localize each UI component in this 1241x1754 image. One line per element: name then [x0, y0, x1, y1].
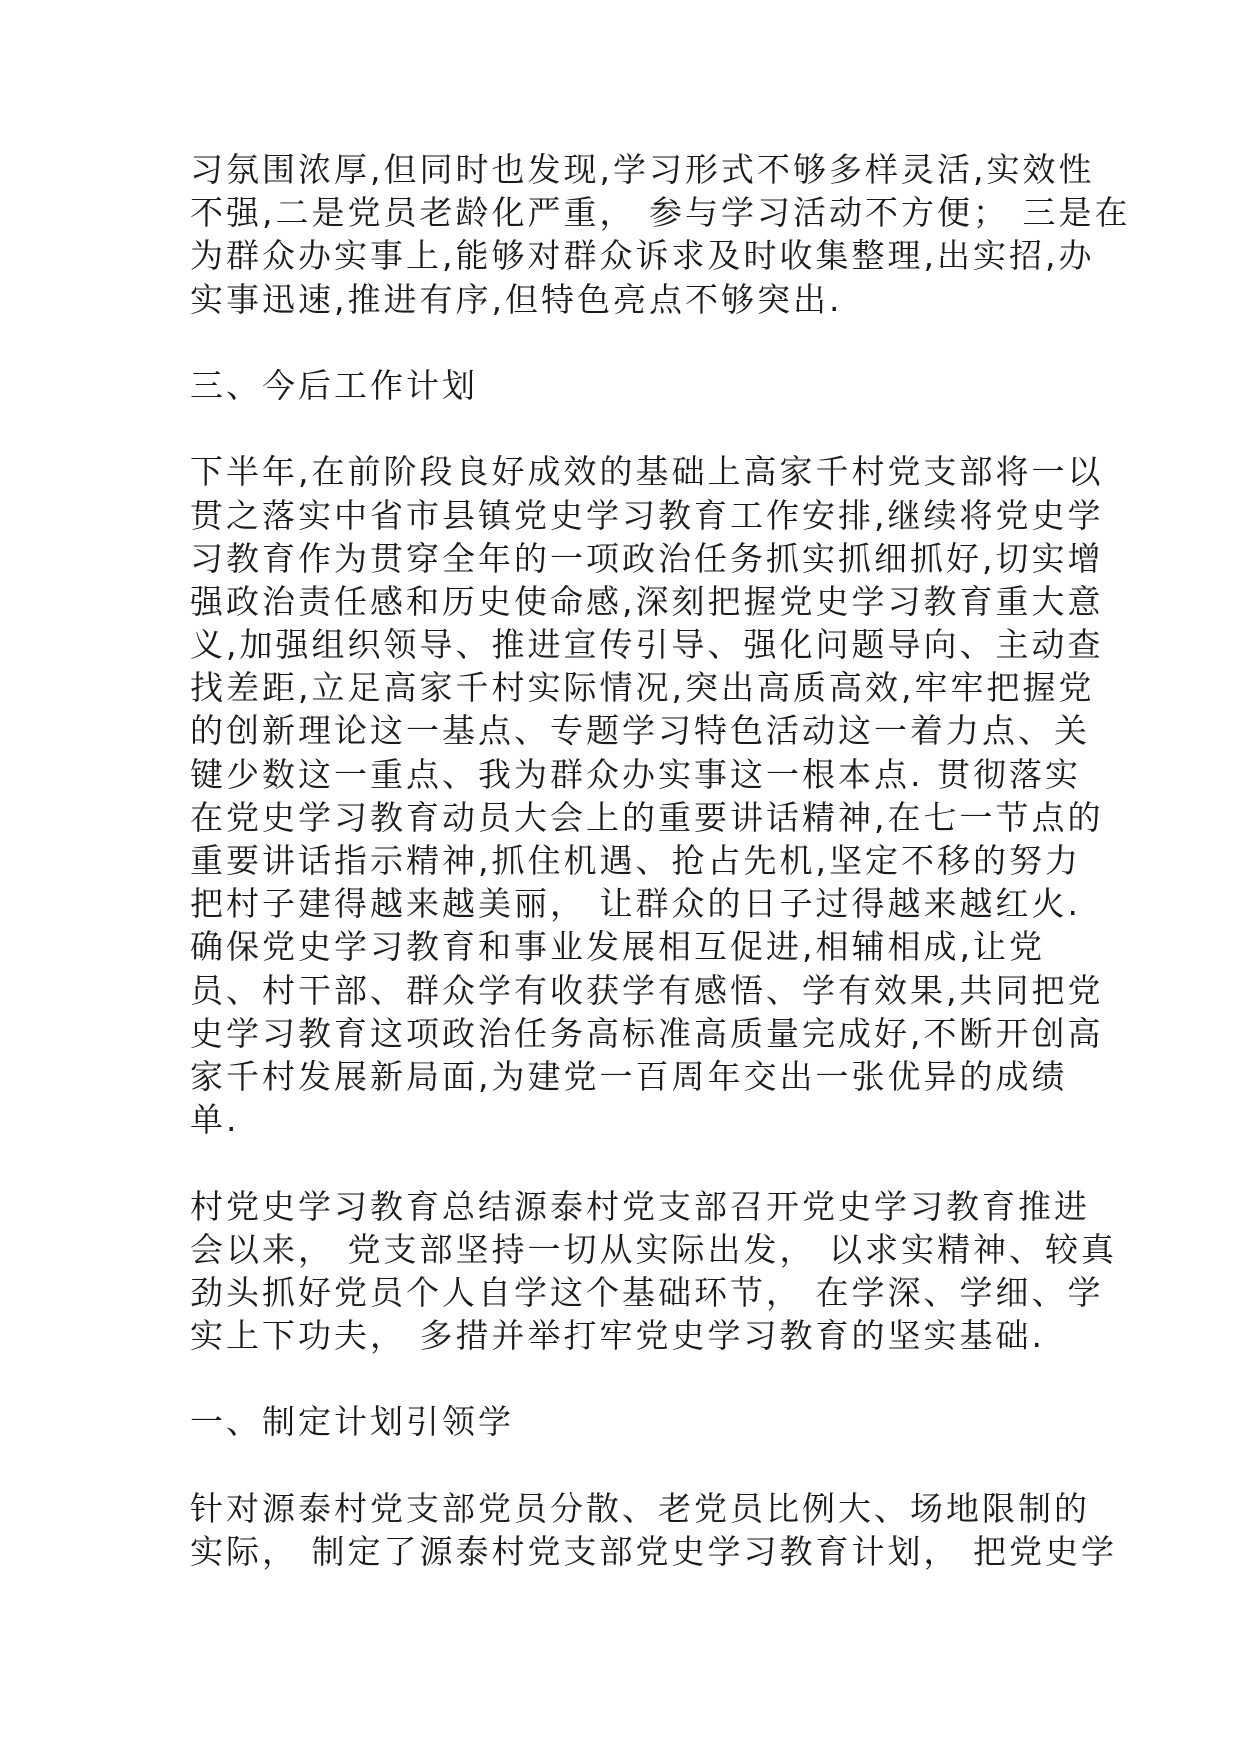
text-line: 家千村发展新局面,为建党一百周年交出一张优异的成绩 [190, 1056, 1068, 1096]
text-line: 实上下功夫， 多措并举打牢党史学习教育的坚实基础. [190, 1316, 1045, 1356]
text-line: 习教育作为贯穿全年的一项政治任务抓实抓细抓好,切实增 [190, 538, 1104, 578]
text-line: 下半年,在前阶段良好成效的基础上高家千村党支部将一以 [190, 452, 1104, 492]
paragraph-spacer [190, 1141, 1070, 1184]
document-body [190, 148, 1131, 1573]
heading-text: 一、制定计划引领学 [190, 1402, 514, 1442]
text-line: 义,加强组织领导、推进宣传引导、强化问题导向、主动查 [190, 625, 1104, 665]
text-line: 针对源泰村党支部党员分散、老党员比例大、场地限制的 [190, 1488, 1090, 1528]
paragraph-spacer [190, 1444, 1070, 1487]
paragraph-plan-details [190, 1487, 1117, 1573]
text-line: 实事迅速,推进有序,但特色亮点不够突出. [190, 279, 843, 319]
paragraph-spacer [190, 407, 1070, 450]
text-line: 强政治责任感和历史使命感,深刻把握党史学习教育重大意 [190, 581, 1104, 621]
heading-text: 三、今后工作计划 [190, 365, 478, 405]
text-line: 员、村干部、群众学有收获学有感悟、学有效果,共同把党 [190, 970, 1104, 1010]
text-line: 为群众办实事上,能够对群众诉求及时收集整理,出实招,办 [190, 236, 1095, 276]
text-line: 习氛围浓厚,但同时也发现,学习形式不够多样灵活,实效性 [190, 150, 1095, 189]
paragraph-spacer [190, 1357, 1070, 1400]
paragraph-spacer [190, 321, 1070, 364]
paragraph-second-half-plan [190, 450, 1104, 1141]
text-line: 劲头抓好党员个人自学这个基础环节， 在学深、学细、学 [190, 1272, 1104, 1312]
text-line: 贯之落实中省市县镇党史学习教育工作安排,继续将党史学 [190, 495, 1104, 535]
text-line: 把村子建得越来越美丽， 让群众的日子过得越来越红火. [190, 884, 1081, 924]
text-line: 确保党史学习教育和事业发展相互促进,相辅相成,让党 [190, 927, 1045, 967]
text-line: 不强,二是党员老龄化严重， 参与学习活动不方便； 三是在 [190, 193, 1131, 233]
section-heading-future-plan [190, 364, 1070, 407]
text-line: 实际， 制定了源泰村党支部党史学习教育计划， 把党史学 [190, 1532, 1117, 1571]
text-line: 的创新理论这一基点、专题学习特色活动这一着力点、关 [190, 711, 1090, 751]
text-line: 键少数这一重点、我为群众办实事这一根本点. 贯彻落实 [190, 754, 1081, 794]
section-heading-plan-guidance [190, 1400, 1070, 1443]
text-line: 会以来， 党支部坚持一切从实际出发， 以求实精神、较真 [190, 1229, 1117, 1269]
text-line: 村党史学习教育总结源泰村党支部召开党史学习教育推进 [190, 1186, 1090, 1226]
paragraph-village-summary [190, 1185, 1117, 1358]
text-line: 在党史学习教育动员大会上的重要讲话精神,在七一节点的 [190, 797, 1104, 837]
paragraph-learning-issues [190, 148, 1131, 321]
text-line: 史学习教育这项政治任务高标准高质量完成好,不断开创高 [190, 1013, 1104, 1053]
text-line: 单. [190, 1100, 240, 1140]
text-line: 找差距,立足高家千村实际情况,突出高质高效,牢牢把握党 [190, 668, 1095, 708]
text-line: 重要讲话指示精神,抓住机遇、抢占先机,坚定不移的努力 [190, 841, 1081, 880]
